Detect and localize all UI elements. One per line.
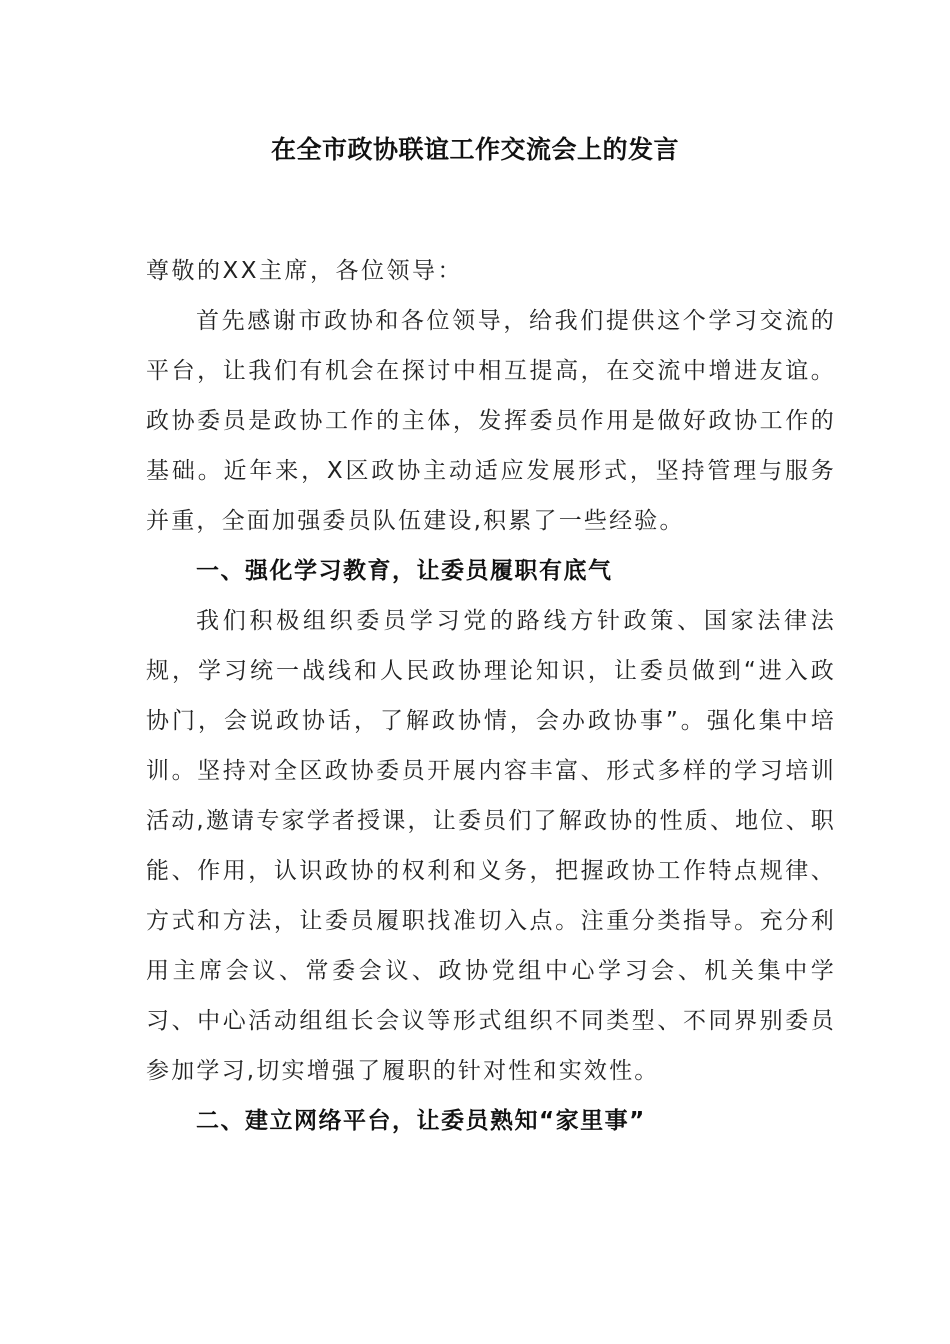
document-body xyxy=(146,246,836,1146)
intro-paragraph: 首先感谢市政协和各位领导，给我们提供这个学习交流的平台，让我们有机会在探讨中相互提高，在交流中增进友谊。政协委员是政协工作的主体，发挥委员作用是做好政协工作的基础。近年来，X区政协主动适应发展形式，坚持管理与服务并重，全面加强委员队伍建设,积累了一些经验。 xyxy=(146,308,836,534)
section-heading-1: 一、强化学习教育，让委员履职有底气 xyxy=(196,558,613,584)
salutation: 尊敬的XX主席，各位领导： xyxy=(146,258,464,284)
section-heading-2: 二、建立网络平台，让委员熟知“家里事” xyxy=(196,1108,646,1134)
document-title: 在全市政协联谊工作交流会上的发言 xyxy=(270,135,679,164)
section-body-1: 我们积极组织委员学习党的路线方针政策、国家法律法规，学习统一战线和人民政协理论知识，让委员做到“进入政协门，会说政协话，了解政协情，会办政协事”。强化集中培训。坚持对全区政协委员开展内容丰富、形式多样的学习培训活动,邀请专家学者授课，让委员们了解政协的性质、地位、职能、作用，认识政协的权利和义务，把握政协工作特点规律、方式和方法，让委员履职找准切入点。注重分类指导。充分利用主席会议、常委会议、政协党组中心学习会、机关集中学习、中心活动组组长会议等形式组织不同类型、不同界别委员参加学习,切实增强了履职的针对性和实效性。 xyxy=(146,608,836,1084)
